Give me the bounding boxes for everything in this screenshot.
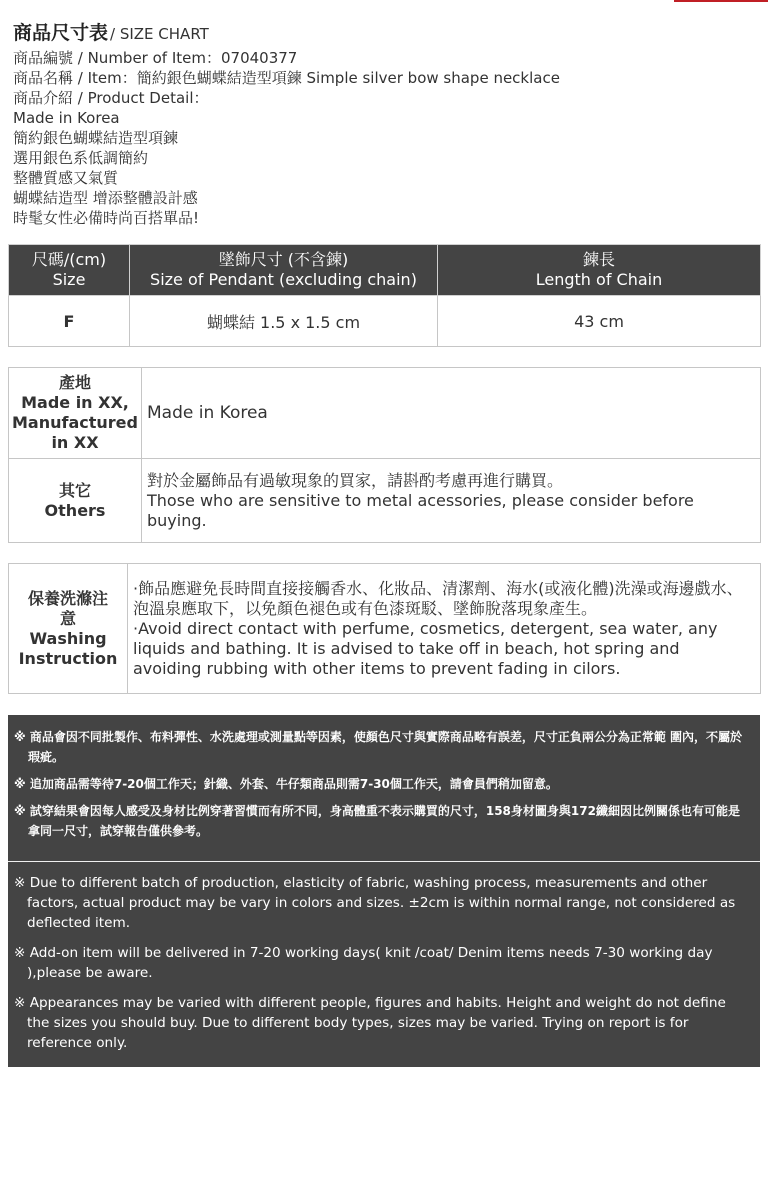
washing-row (9, 564, 761, 694)
others-value-zh: 對於金屬飾品有過敏現象的買家，請斟酌考慮再進行購買。 (147, 470, 564, 490)
detail-line: 時髦女性必備時尚百搭單品! (13, 209, 200, 227)
detail-line: Made in Korea (13, 109, 120, 127)
header-pendant-size (130, 245, 438, 296)
notes-zh (14, 727, 750, 848)
header-chain-en: Length of Chain (535, 270, 663, 289)
washing-label-en-2: Instruction (18, 648, 118, 668)
others-label-zh: 其它 (58, 480, 91, 500)
washing-value-zh: ·飾品應避免長時間直接接觸香水、化妝品、清潔劑、海水(或液化體)洗澡或海邊戲水、泡溫泉應取下，以免顏色褪色或有色漆斑駁、墜飾脫落現象產生。 (133, 578, 743, 618)
header-pendant-zh: 墜飾尺寸 (不含鍊) (218, 250, 349, 269)
washing-label-zh-2: 意 (59, 608, 76, 628)
washing-table (8, 563, 761, 694)
item-name: 商品名稱 / Item：簡約銀色蝴蝶結造型項鍊 Simple silver bow shape necklace (13, 69, 560, 87)
origin-row (9, 368, 761, 459)
size-table-header-row (9, 245, 761, 296)
product-header (13, 18, 758, 228)
washing-value (128, 564, 761, 694)
product-detail-label: 商品介紹 / Product Detail： (13, 89, 209, 107)
header-chain-length (438, 245, 761, 296)
note-item: ※ Due to different batch of production, elasticity of fabric, washing process, measurements and other factors, actual product may be vary in colors and sizes. ±2cm is within normal range, not considered as deflected item. (14, 875, 736, 931)
size-table (8, 244, 761, 347)
notes-divider (8, 861, 760, 862)
origin-value: Made in Korea (142, 368, 761, 459)
detail-line: 蝴蝶結造型 增添整體設計感 (13, 189, 198, 207)
origin-label-zh: 產地 (58, 373, 91, 392)
note-item: ※ 追加商品需等待7-20個工作天；針織、外套、牛仔類商品則需7-30個工作天，請會員們稍加留意。 (14, 777, 558, 791)
item-number: 商品編號 / Number of Item：07040377 (13, 49, 298, 67)
size-chart-title (13, 18, 758, 48)
others-value-en: Those who are sensitive to metal acessories, please consider before buying. (147, 490, 694, 530)
detail-line: 整體質感又氣質 (13, 169, 119, 187)
origin-label-en-1: Made in XX, (21, 393, 129, 412)
header-size (9, 245, 130, 296)
note-item: ※ 試穿結果會因每人感受及身材比例穿著習慣而有所不同，身高體重不表示購買的尺寸，158身材圖身與172纖細因比例關係也有可能是拿同一尺寸，試穿報告僅供參考。 (14, 804, 740, 838)
header-size-zh: 尺碼/(cm) (31, 250, 107, 269)
title-main: 商品尺寸表 (13, 22, 109, 44)
washing-label (9, 564, 128, 694)
origin-table (8, 367, 761, 543)
notes-panel (8, 715, 760, 1067)
others-label-en: Others (44, 500, 106, 520)
notes-en (14, 873, 752, 1063)
detail-line: 選用銀色系低調簡約 (13, 149, 149, 167)
washing-label-en-1: Washing (29, 628, 107, 648)
others-value (142, 459, 761, 543)
origin-label-en-3: in XX (51, 433, 99, 452)
washing-value-en: ·Avoid direct contact with perfume, cosmetics, detergent, sea water, any liquids and bathing. It is advised to take off in beach, hot spring and avoiding rubbing with other items to prevent fading in cilors. (133, 618, 718, 678)
header-pendant-en: Size of Pendant (excluding chain) (150, 270, 417, 289)
header-size-en: Size (52, 270, 86, 289)
origin-label-en-2: Manufactured (12, 413, 138, 432)
header-chain-zh: 鍊長 (582, 250, 615, 269)
chain-length-value: 43 cm (438, 296, 761, 347)
detail-line: 簡約銀色蝴蝶結造型項鍊 (13, 129, 179, 147)
note-item: ※ 商品會因不同批製作、布料彈性、水洗處理或測量點等因素，使顏色尺寸與實際商品略有誤差，尺寸正負兩公分為正常範 圍內，不屬於瑕疵。 (14, 730, 743, 764)
top-accent-bar (674, 0, 768, 2)
washing-label-zh-1: 保養洗滌注 (27, 588, 108, 608)
others-row (9, 459, 761, 543)
title-sub: / SIZE CHART (110, 25, 209, 43)
pendant-size-value: 蝴蝶結 1.5 x 1.5 cm (130, 296, 438, 347)
table-row (9, 296, 761, 347)
others-label (9, 459, 142, 543)
size-value: F (9, 296, 130, 347)
origin-label (9, 368, 142, 459)
note-item: ※ Appearances may be varied with different people, figures and habits. Height and weight do not define the sizes you should buy. Due to different body types, sizes may be varied. Trying on report is for reference only. (14, 995, 726, 1051)
note-item: ※ Add-on item will be delivered in 7-20 working days( knit /coat/ Denim items needs 7-30 working day ),please be aware. (14, 945, 713, 981)
